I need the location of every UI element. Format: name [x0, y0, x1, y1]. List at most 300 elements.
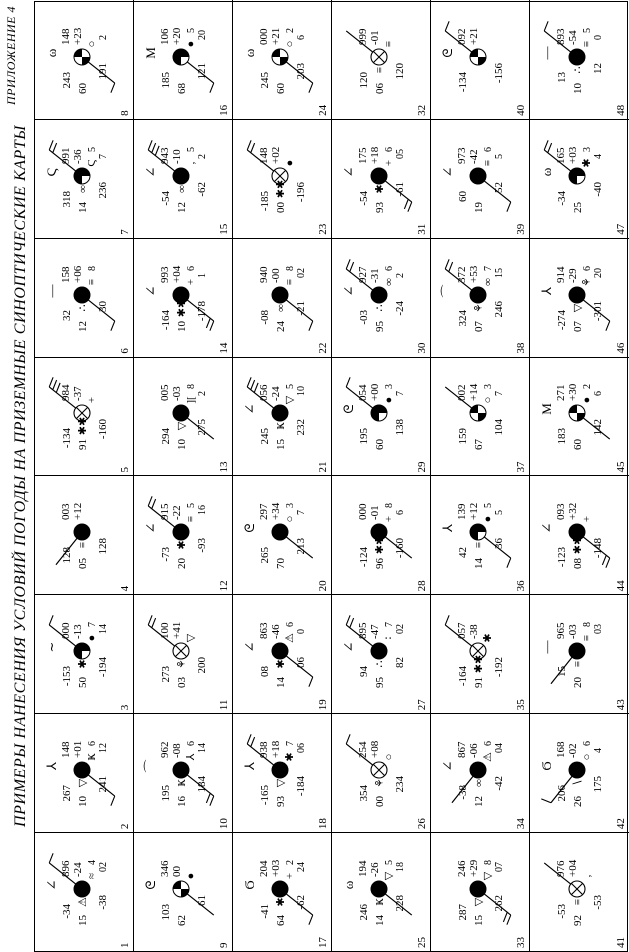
cloud-cover-circle	[371, 49, 387, 65]
dew-point: -196	[295, 181, 307, 202]
high-cloud-symbol: ∠	[341, 641, 356, 653]
pressure-tendency: +23	[72, 27, 84, 45]
appendix-label: ПРИЛОЖЕНИЕ 4	[4, 6, 18, 105]
high-cloud-symbol: Ϭ	[539, 761, 554, 771]
station-cell	[233, 476, 332, 595]
temperature: -134	[61, 428, 73, 449]
high-cloud-symbol: ∠	[539, 522, 554, 534]
station-model	[431, 713, 530, 832]
temperature: 60	[457, 190, 469, 202]
dew-point: -301	[592, 300, 604, 321]
station-number: 10	[218, 818, 230, 830]
high-cloud-symbol: —	[44, 284, 59, 298]
station-model	[134, 119, 233, 238]
pressure: 271	[555, 385, 567, 402]
station-number: 25	[416, 937, 428, 948]
pressure: 943	[159, 147, 171, 164]
visibility: 14	[275, 677, 287, 689]
station-number: 13	[218, 461, 230, 473]
present-weather-symbol: ▽	[275, 778, 287, 788]
wind-feather	[49, 853, 53, 863]
station-cell	[332, 119, 431, 238]
temperature: 267	[61, 785, 73, 802]
present-weather-symbol: ✱✱	[176, 298, 188, 317]
visibility: 20	[572, 677, 584, 689]
low-cloud-amount: 7	[285, 741, 296, 747]
high-cloud-symbol: ∠	[440, 166, 455, 178]
pressure: 100	[159, 622, 171, 640]
cloud-base-height: 10	[296, 386, 307, 397]
temperature: -185	[259, 190, 271, 211]
temperature: -34	[61, 904, 73, 919]
station-cell	[35, 594, 134, 713]
pressure-tendency: -02	[567, 743, 579, 759]
cloud-base-height: 0	[296, 629, 307, 635]
high-cloud-symbol: ⅄	[539, 286, 554, 295]
temperature: -124	[358, 547, 370, 568]
temperature: 15	[556, 666, 568, 678]
wind-feather	[152, 618, 156, 628]
station-number: 28	[416, 580, 428, 592]
visibility: 05	[77, 558, 89, 570]
station-number: 36	[515, 580, 527, 592]
station-model	[134, 713, 233, 832]
cloud-cover-circle	[272, 406, 288, 422]
station-model	[233, 475, 332, 594]
temperature: 246	[358, 904, 370, 921]
low-cloud-amount: 7	[483, 265, 494, 271]
temperature: 185	[160, 71, 172, 89]
station-model	[35, 357, 134, 476]
pressure: 984	[60, 385, 72, 402]
dew-point: 234	[394, 776, 406, 793]
station-model	[35, 475, 134, 594]
wind-feather	[251, 381, 255, 391]
temperature: -54	[358, 190, 370, 206]
station-model	[332, 238, 431, 357]
visibility: 14	[77, 201, 89, 213]
low-cloud-symbol: +	[86, 397, 98, 404]
present-weather-symbol: ∞	[473, 779, 485, 788]
pressure-tendency: +12	[72, 503, 84, 521]
pressure: 000	[258, 28, 270, 45]
station-cell	[332, 0, 431, 119]
pressure: 194	[357, 860, 369, 877]
visibility: 07	[572, 320, 584, 332]
station-cell	[35, 119, 134, 238]
low-cloud-symbol: ][	[185, 396, 197, 405]
low-cloud-amount: 2	[285, 27, 296, 33]
pressure-tendency: +01	[72, 740, 84, 759]
station-model	[233, 594, 332, 713]
station-model	[134, 475, 233, 594]
visibility: 95	[374, 677, 386, 689]
station-grid	[34, 1, 628, 952]
cloud-cover-circle	[569, 881, 585, 897]
dew-point: -53	[592, 895, 604, 910]
cloud-cover-circle	[74, 881, 90, 897]
pressure: 893	[555, 28, 567, 45]
temperature: 245	[259, 428, 271, 445]
cloud-base-height: 1	[197, 272, 208, 278]
visibility: 70	[275, 558, 287, 570]
pressure: 867	[456, 741, 468, 759]
low-cloud-amount: 3	[483, 384, 494, 390]
pressure: 895	[357, 622, 369, 640]
low-cloud-symbol: ≡	[581, 635, 593, 642]
temperature: -08	[259, 309, 271, 325]
station-model	[332, 832, 431, 951]
pressure: 927	[357, 266, 369, 283]
station-model	[332, 357, 431, 476]
station-cell	[332, 357, 431, 476]
visibility: 60	[275, 82, 287, 94]
dew-point: -93	[196, 538, 208, 554]
wind-feather	[148, 140, 152, 150]
dew-point: -192	[493, 657, 505, 678]
cloud-cover-circle	[470, 168, 486, 184]
station-number: 43	[615, 699, 627, 711]
high-cloud-symbol: ∠	[143, 166, 158, 178]
cloud-cover-circle	[173, 168, 189, 184]
cloud-cover-circle	[569, 168, 585, 184]
station-number: 4	[119, 585, 131, 592]
wind-feather	[350, 262, 354, 272]
dew-point: 120	[394, 62, 406, 80]
dew-point: 06	[295, 657, 307, 669]
wind-feather	[544, 140, 548, 150]
station-cell	[233, 594, 332, 713]
wind-feather	[309, 677, 313, 687]
pressure-tendency: -00	[270, 267, 282, 283]
station-number: 14	[218, 342, 230, 354]
station-number: 47	[615, 223, 627, 235]
station-cell	[233, 832, 332, 951]
pressure-tendency: -03	[171, 386, 183, 402]
dew-point: -21	[295, 300, 307, 316]
visibility: 06	[374, 82, 386, 94]
wind-feather	[247, 378, 251, 388]
station-cell	[134, 119, 233, 238]
station-model	[431, 119, 530, 238]
low-cloud-amount: 5	[483, 503, 494, 509]
temperature: 243	[61, 71, 73, 89]
cloud-base-height: 6	[395, 510, 406, 516]
station-model	[134, 0, 233, 119]
station-cell	[134, 476, 233, 595]
wind-feather	[445, 616, 449, 626]
pressure: 092	[456, 28, 468, 45]
low-cloud-symbol: ▽	[383, 871, 395, 881]
dew-point: 191	[97, 62, 109, 80]
high-cloud-symbol: —	[539, 46, 554, 60]
station-number: 15	[218, 223, 230, 235]
dew-point: 121	[196, 62, 208, 80]
visibility: 10	[176, 320, 188, 332]
temperature: -165	[259, 785, 271, 806]
pressure-tendency: -38	[468, 624, 480, 640]
dew-point: -61	[394, 181, 406, 197]
low-cloud-symbol: ∞	[482, 277, 494, 286]
dew-point: -160	[97, 419, 109, 440]
pressure: 940	[258, 266, 270, 283]
temperature: 159	[457, 428, 469, 445]
pressure: 005	[159, 385, 171, 402]
wind-feather	[148, 497, 152, 507]
low-cloud-symbol: +	[383, 159, 395, 166]
cloud-cover-circle	[569, 643, 585, 659]
cloud-base-height: 14	[197, 743, 208, 754]
high-cloud-symbol: ∠	[242, 404, 257, 415]
cloud-base-height: 06	[296, 743, 307, 754]
low-cloud-symbol: ○	[86, 40, 98, 48]
dew-point: -160	[394, 538, 406, 559]
dew-point: -62	[295, 895, 307, 910]
high-cloud-symbol: ω	[341, 880, 356, 890]
dew-point: 138	[394, 419, 406, 436]
present-weather-symbol: Ҝ	[275, 422, 287, 431]
low-cloud-amount: 8	[87, 265, 98, 271]
cloud-cover-circle	[470, 406, 486, 422]
wind-feather	[445, 21, 449, 31]
low-cloud-symbol: ●	[185, 872, 197, 880]
high-cloud-symbol: ᘓ	[440, 48, 455, 58]
pressure-tendency: +08	[369, 740, 381, 759]
station-model	[332, 594, 431, 713]
temperature: -274	[556, 309, 568, 330]
station-number: 32	[416, 104, 428, 116]
high-cloud-symbol: ω	[44, 48, 59, 58]
pressure-tendency: -24	[72, 862, 84, 877]
present-weather-symbol: ✱✱	[374, 536, 386, 555]
dew-point: 30	[97, 300, 109, 312]
low-cloud-amount: 6	[186, 741, 197, 747]
wind-feather	[152, 499, 156, 509]
station-model	[530, 713, 629, 832]
pressure: 148	[60, 28, 72, 45]
temperature: -54	[160, 190, 172, 206]
pressure: 054	[357, 385, 369, 402]
station-model	[233, 357, 332, 476]
high-cloud-symbol: ⌒	[143, 759, 158, 773]
wind-feather	[111, 321, 115, 331]
station-cell	[134, 832, 233, 951]
low-cloud-symbol: +	[284, 872, 296, 880]
station-number: 17	[317, 937, 329, 948]
cloud-base-height: 02	[395, 624, 406, 635]
visibility: 50	[77, 677, 89, 689]
wind-feather	[408, 202, 412, 212]
cloud-cover-circle	[74, 762, 90, 778]
temperature: 120	[358, 71, 370, 89]
cloud-cover-circle	[272, 524, 288, 540]
pressure: 093	[555, 503, 567, 521]
pressure-tendency: -06	[468, 743, 480, 759]
low-cloud-amount: 6	[87, 741, 98, 747]
wind-feather	[49, 616, 53, 626]
wind-feather	[404, 199, 408, 209]
pressure-tendency: -46	[270, 624, 282, 640]
pressure-tendency: -03	[567, 624, 579, 640]
low-cloud-amount: 5	[186, 503, 197, 509]
station-cell	[431, 357, 530, 476]
station-number: 46	[615, 342, 627, 354]
station-number: 1	[119, 942, 131, 948]
temperature: 318	[61, 190, 73, 208]
pressure-tendency: +00	[369, 384, 381, 402]
station-number: 19	[317, 699, 329, 711]
low-cloud-symbol: ●	[185, 40, 197, 48]
station-cell	[431, 594, 530, 713]
pressure: 106	[159, 28, 171, 45]
wind-feather	[346, 378, 350, 388]
station-cell	[134, 357, 233, 476]
station-cell	[530, 832, 629, 951]
station-number: 33	[515, 937, 527, 948]
station-number: 7	[119, 229, 131, 235]
station-model	[530, 0, 629, 119]
cloud-base-height: 18	[395, 862, 406, 872]
low-cloud-symbol: ≡	[383, 40, 395, 47]
station-number: 18	[317, 818, 329, 830]
dew-point: 12	[592, 62, 604, 74]
station-number: 11	[218, 699, 230, 711]
low-cloud-symbol: ●	[284, 159, 296, 167]
station-model	[431, 832, 530, 951]
visibility: 20	[176, 558, 188, 570]
cloud-base-height: 24	[296, 862, 307, 872]
temperature: -03	[358, 309, 370, 325]
station-number: 12	[218, 580, 230, 592]
low-cloud-amount: 6	[483, 741, 494, 747]
visibility: 15	[275, 439, 287, 451]
pressure-tendency: +41	[171, 622, 183, 640]
pressure-tendency: +14	[468, 384, 480, 402]
present-weather-symbol: ✱✱	[275, 179, 287, 198]
low-cloud-amount: 6	[186, 265, 197, 271]
pressure-tendency: -24	[270, 386, 282, 402]
low-cloud-symbol: ○	[284, 40, 296, 48]
low-cloud-symbol: ▽	[284, 396, 296, 405]
low-cloud-symbol: ⚠	[284, 633, 296, 644]
present-weather-symbol: ≡	[572, 661, 584, 668]
wind-feather	[111, 796, 115, 806]
present-weather-symbol: ⚘	[176, 659, 188, 670]
pressure: 991	[60, 147, 72, 164]
station-cell	[431, 238, 530, 357]
station-number: 40	[515, 104, 527, 116]
visibility: 10	[572, 82, 584, 94]
station-cell	[332, 476, 431, 595]
temperature: -134	[457, 71, 469, 93]
high-cloud-symbol: ∠	[242, 641, 257, 653]
station-cell	[332, 713, 431, 832]
station-number: 9	[218, 942, 230, 948]
present-weather-symbol: ▽	[176, 422, 188, 431]
station-number: 23	[317, 223, 329, 235]
station-cell	[134, 713, 233, 832]
low-cloud-amount: 6	[384, 146, 395, 152]
station-number: 2	[119, 823, 131, 830]
high-cloud-symbol: Ϛ	[44, 167, 59, 177]
station-number: 8	[119, 110, 131, 116]
cloud-cover-circle	[470, 881, 486, 897]
page-title: ПРИМЕРЫ НАНЕСЕНИЯ УСЛОВИЙ ПОГОДЫ НА ПРИЗЕМНЫЕ СИНОПТИЧЕСКИЕ КАРТЫ	[12, 125, 29, 827]
visibility: 12	[176, 201, 188, 213]
pressure-tendency: -42	[468, 149, 480, 164]
visibility: 62	[176, 915, 188, 926]
pressure: 938	[258, 741, 270, 759]
dew-point: 184	[196, 776, 208, 793]
low-cloud-symbol: ●	[581, 397, 593, 404]
dew-point: 236	[97, 181, 109, 199]
high-cloud-symbol: ∠	[44, 879, 59, 891]
pressure: 915	[159, 503, 171, 521]
station-model	[431, 238, 530, 357]
wind-feather	[49, 140, 53, 150]
station-cell	[530, 119, 629, 238]
low-cloud-symbol: ≡	[185, 516, 197, 523]
temperature: 13	[556, 71, 568, 83]
temperature: 195	[160, 785, 172, 802]
pressure-tendency: +29	[468, 859, 480, 877]
high-cloud-symbol: ⅄	[440, 524, 455, 533]
cloud-cover-circle	[74, 643, 90, 659]
wind-feather	[541, 799, 551, 803]
present-weather-symbol: ▽	[572, 303, 584, 312]
low-cloud-symbol: ✱	[581, 158, 593, 168]
high-cloud-symbol: ⌒	[440, 284, 455, 298]
cloud-cover-circle	[272, 881, 288, 897]
pressure: 863	[258, 622, 270, 640]
pressure: 246	[456, 860, 468, 877]
dew-point: 200	[196, 657, 208, 674]
cloud-base-height: 02	[296, 267, 307, 278]
cloud-cover-circle	[74, 49, 90, 65]
cloud-cover-circle	[173, 406, 189, 422]
visibility: 60	[572, 439, 584, 451]
temperature: -34	[556, 190, 568, 206]
cloud-base-height: 20	[197, 29, 208, 40]
cloud-cover-circle	[371, 881, 387, 897]
low-cloud-symbol: ⚘	[581, 276, 593, 287]
temperature: 08	[259, 666, 271, 678]
high-cloud-symbol: ᘓ	[341, 404, 356, 415]
low-cloud-amount: 6	[582, 265, 593, 271]
station-model	[431, 594, 530, 713]
temperature: 103	[160, 904, 172, 921]
wind-feather	[247, 140, 251, 150]
low-cloud-amount: 6	[483, 146, 494, 152]
present-weather-symbol: ≡	[77, 542, 89, 549]
dew-point: -194	[97, 657, 109, 678]
dew-point: 241	[97, 776, 109, 793]
cloud-base-height: 4	[593, 748, 604, 754]
station-cell	[530, 238, 629, 357]
present-weather-symbol: ≡	[473, 542, 485, 549]
temperature: 94	[358, 666, 370, 678]
low-cloud-symbol: Ҝ	[86, 753, 98, 761]
cloud-base-height: 4	[593, 153, 604, 159]
pressure: 168	[555, 741, 567, 759]
wind-feather	[346, 259, 350, 269]
cloud-base-height: 2	[395, 272, 406, 278]
cloud-base-height: 02	[98, 862, 109, 872]
station-model	[35, 594, 134, 713]
cloud-base-height: 7	[296, 510, 307, 516]
visibility: 93	[374, 201, 386, 213]
visibility: 25	[572, 201, 584, 213]
